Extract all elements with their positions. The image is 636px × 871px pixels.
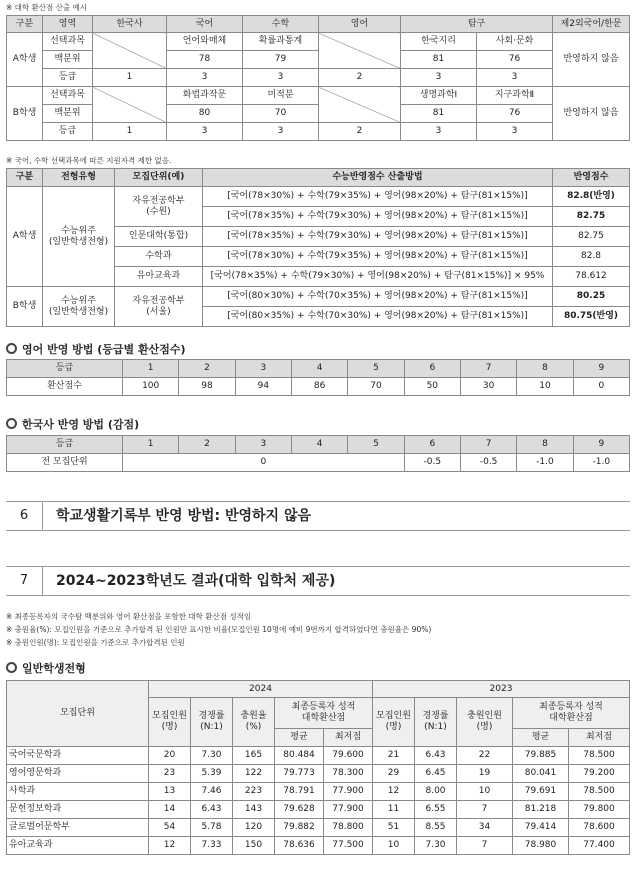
score-cell: 10 xyxy=(517,378,573,396)
value-cell: 79.414 xyxy=(513,819,569,837)
value-cell: 5.39 xyxy=(191,765,233,783)
cell: 3 xyxy=(401,69,477,87)
value-cell: 6.55 xyxy=(415,801,457,819)
result-note: ※ 충원인원(명): 모집인원을 기준으로 추가합격된 인원 xyxy=(6,638,185,647)
col-competition: 경쟁률 (N:1) xyxy=(191,698,233,747)
circle-bullet-icon xyxy=(6,343,17,354)
grade-cell: 6 xyxy=(404,360,460,378)
col-avg: 평균 xyxy=(513,729,569,747)
score-cell: 94 xyxy=(235,378,291,396)
table-row xyxy=(7,765,630,783)
value-cell: 80.041 xyxy=(513,765,569,783)
value-cell: 7.33 xyxy=(191,837,233,855)
value-cell: 78.500 xyxy=(569,747,630,765)
value-cell: 78.300 xyxy=(324,765,373,783)
cell: 81 xyxy=(401,51,477,69)
score-calc-table xyxy=(6,168,630,327)
row-label: 등급 xyxy=(43,123,93,141)
col-history: 한국사 xyxy=(93,16,167,33)
deduction-cell: -1.0 xyxy=(573,454,629,472)
table-row xyxy=(7,819,630,837)
value-cell: 79.691 xyxy=(513,783,569,801)
grade-cell: 4 xyxy=(291,436,347,454)
col-final-score: 최종등록자 성적 대학환산점 xyxy=(513,698,630,729)
deduction-cell: -1.0 xyxy=(517,454,573,472)
value-cell: 81.218 xyxy=(513,801,569,819)
col-inquiry: 탐구 xyxy=(401,16,553,33)
cell: 76 xyxy=(477,105,553,123)
value-cell: 79.885 xyxy=(513,747,569,765)
formula-cell: [국어(80×30%) + 수학(70×35%) + 영어(98×20%) + 탐구(81×15%)] xyxy=(203,287,553,307)
value-cell: 78.791 xyxy=(275,783,324,801)
score-cell: 50 xyxy=(404,378,460,396)
value-cell: 122 xyxy=(233,765,275,783)
grade-cell: 9 xyxy=(573,360,629,378)
value-cell: 79.773 xyxy=(275,765,324,783)
col-capacity: 모집인원 (명) xyxy=(149,698,191,747)
grade-cell: 3 xyxy=(235,360,291,378)
value-cell: 10 xyxy=(457,783,513,801)
cell: 1 xyxy=(93,69,167,87)
cell: 81 xyxy=(401,105,477,123)
score-cell: 30 xyxy=(460,378,516,396)
col-fill-rate: 충원율 (%) xyxy=(233,698,275,747)
value-cell: 14 xyxy=(149,801,191,819)
row-label: 선택과목 xyxy=(43,87,93,105)
year-2023: 2023 xyxy=(373,681,630,698)
cell: 3 xyxy=(243,69,319,87)
section-number: 7 xyxy=(6,567,43,595)
grade-cell: 7 xyxy=(460,360,516,378)
english-section-title: 영어 반영 방법 (등급별 환산점수) xyxy=(6,341,186,357)
year-2024: 2024 xyxy=(149,681,373,698)
score-cell: 80.25 xyxy=(553,287,630,307)
grade-cell: 8 xyxy=(517,360,573,378)
col-unit: 모집단위(예) xyxy=(115,169,203,187)
value-cell: 78.980 xyxy=(513,837,569,855)
value-cell: 77.900 xyxy=(324,783,373,801)
unit-cell: 사학과 xyxy=(7,783,149,801)
cell: 사회·문화 xyxy=(477,33,553,51)
value-cell: 165 xyxy=(233,747,275,765)
general-section-title: 일반학생전형 xyxy=(6,660,86,676)
deduction-cell: -0.5 xyxy=(460,454,516,472)
foreign-cell: 반영하지 않음 xyxy=(553,33,630,87)
grade-cell: 3 xyxy=(235,436,291,454)
unit-cell: 수학과 xyxy=(115,247,203,267)
value-cell: 79.628 xyxy=(275,801,324,819)
value-cell: 7 xyxy=(457,837,513,855)
foreign-cell: 반영하지 않음 xyxy=(553,87,630,141)
value-cell: 78.600 xyxy=(569,819,630,837)
value-cell: 78.500 xyxy=(569,783,630,801)
empty-cell xyxy=(93,33,167,69)
formula-cell: [국어(78×35%) + 수학(79×30%) + 영어(98×20%) + 탐구(81×15%)] xyxy=(203,227,553,247)
value-cell: 79.200 xyxy=(569,765,630,783)
student-b-label: B학생 xyxy=(7,287,43,327)
english-table xyxy=(6,359,630,396)
value-cell: 19 xyxy=(457,765,513,783)
value-cell: 23 xyxy=(149,765,191,783)
score-cell: 98 xyxy=(179,378,235,396)
unit-cell: 유아교육과 xyxy=(7,837,149,855)
section-title: 학교생활기록부 반영 방법: 반영하지 않음 xyxy=(56,508,312,524)
col-final-score: 최종등록자 성적 대학환산점 xyxy=(275,698,373,729)
col-min: 최저점 xyxy=(324,729,373,747)
unit-cell: 국어국문학과 xyxy=(7,747,149,765)
score-label: 환산점수 xyxy=(7,378,123,396)
formula-cell: [국어(80×35%) + 수학(70×30%) + 영어(98×20%) + 탐구(81×15%)] xyxy=(203,307,553,327)
cell: 3 xyxy=(243,123,319,141)
col-fill-count: 충원인원 (명) xyxy=(457,698,513,747)
row-label: 백분위 xyxy=(43,51,93,69)
value-cell: 77.900 xyxy=(324,801,373,819)
value-cell: 79.800 xyxy=(569,801,630,819)
value-cell: 143 xyxy=(233,801,275,819)
value-cell: 7.30 xyxy=(415,837,457,855)
unit-cell: 인문대학(통합) xyxy=(115,227,203,247)
table-row xyxy=(7,747,630,765)
score-cell: 82.75 xyxy=(553,207,630,227)
history-table xyxy=(6,435,630,472)
selection-note: ※ 국어, 수학 선택과목에 따른 지원자격 제한 없음. xyxy=(6,156,172,165)
value-cell: 78.800 xyxy=(324,819,373,837)
score-cell: 70 xyxy=(348,378,404,396)
value-cell: 120 xyxy=(233,819,275,837)
circle-bullet-icon xyxy=(6,418,17,429)
score-example-table xyxy=(6,15,630,141)
value-cell: 22 xyxy=(457,747,513,765)
student-a-label: A학생 xyxy=(7,187,43,287)
value-cell: 20 xyxy=(149,747,191,765)
col-english: 영어 xyxy=(319,16,401,33)
cell: 76 xyxy=(477,51,553,69)
result-note: ※ 충원율(%): 모집인원을 기준으로 추가합격 된 인원만 표시한 비율(모집인원 10명에 예비 9번까지 합격하였다면 충원율은 90%) xyxy=(6,625,432,634)
deduction-cell: -0.5 xyxy=(404,454,460,472)
cell: 미적분 xyxy=(243,87,319,105)
value-cell: 77.400 xyxy=(569,837,630,855)
col-korean: 국어 xyxy=(167,16,243,33)
value-cell: 8.00 xyxy=(415,783,457,801)
value-cell: 51 xyxy=(373,819,415,837)
row-label: 등급 xyxy=(43,69,93,87)
grade-cell: 5 xyxy=(348,436,404,454)
cell: 3 xyxy=(167,69,243,87)
col-avg: 평균 xyxy=(275,729,324,747)
cell: 언어와매체 xyxy=(167,33,243,51)
cell: 3 xyxy=(477,123,553,141)
unit-cell: 영어영문학과 xyxy=(7,765,149,783)
formula-cell: [국어(78×35%) + 수학(79×30%) + 영어(98×20%) + 탐구(81×15%)] xyxy=(203,207,553,227)
value-cell: 7.46 xyxy=(191,783,233,801)
score-cell: 80.75(반영) xyxy=(553,307,630,327)
cell: 생명과학Ⅰ xyxy=(401,87,477,105)
col-competition: 경쟁률 (N:1) xyxy=(415,698,457,747)
admission-type: 수능위주 (일반학생전형) xyxy=(43,287,115,327)
cell: 3 xyxy=(167,123,243,141)
value-cell: 223 xyxy=(233,783,275,801)
formula-cell: [국어(78×35%) + 수학(79×30%) + 영어(98×20%) + 탐구(81×15%)] × 95% xyxy=(203,267,553,287)
value-cell: 6.43 xyxy=(415,747,457,765)
grade-cell: 9 xyxy=(573,436,629,454)
grade-head: 등급 xyxy=(7,436,123,454)
empty-cell xyxy=(319,33,401,69)
table-row xyxy=(7,801,630,819)
section-title: 2024~2023학년도 결과(대학 입학처 제공) xyxy=(56,573,336,589)
col-division: 구분 xyxy=(7,16,43,33)
col-method: 수능반영점수 산출방법 xyxy=(203,169,553,187)
grade-head: 등급 xyxy=(7,360,123,378)
cell: 3 xyxy=(401,123,477,141)
cell: 1 xyxy=(93,123,167,141)
grade-cell: 2 xyxy=(179,436,235,454)
empty-cell xyxy=(319,87,401,123)
col-type: 전형유형 xyxy=(43,169,115,187)
section-number: 6 xyxy=(6,502,43,530)
value-cell: 34 xyxy=(457,819,513,837)
score-cell: 82.8(반영) xyxy=(553,187,630,207)
value-cell: 21 xyxy=(373,747,415,765)
unit-head: 모집단위 xyxy=(7,681,149,747)
grade-cell: 4 xyxy=(291,360,347,378)
cell: 지구과학Ⅱ xyxy=(477,87,553,105)
grade-cell: 7 xyxy=(460,436,516,454)
value-cell: 29 xyxy=(373,765,415,783)
cell: 78 xyxy=(167,51,243,69)
empty-cell xyxy=(93,87,167,123)
score-cell: 82.75 xyxy=(553,227,630,247)
grade-cell: 6 xyxy=(404,436,460,454)
value-cell: 79.882 xyxy=(275,819,324,837)
score-cell: 86 xyxy=(291,378,347,396)
cell: 확률과통계 xyxy=(243,33,319,51)
col-score: 반영점수 xyxy=(553,169,630,187)
col-foreign: 제2외국어/한문 xyxy=(553,16,630,33)
value-cell: 79.600 xyxy=(324,747,373,765)
value-cell: 10 xyxy=(373,837,415,855)
value-cell: 11 xyxy=(373,801,415,819)
results-table xyxy=(6,680,630,855)
value-cell: 12 xyxy=(149,837,191,855)
result-note: ※ 최종등록자의 국수탐 백분위와 영어 환산점을 포함한 대학 환산점 성적임 xyxy=(6,612,252,621)
table-row xyxy=(7,783,630,801)
value-cell: 80.484 xyxy=(275,747,324,765)
example-note: ※ 대학 환산점 산출 예시 xyxy=(6,3,88,12)
unit-cell: 자유전공학부 (수원) xyxy=(115,187,203,227)
section-6-banner xyxy=(6,501,630,531)
cell: 2 xyxy=(319,123,401,141)
score-cell: 82.8 xyxy=(553,247,630,267)
cell: 79 xyxy=(243,51,319,69)
score-cell: 78.612 xyxy=(553,267,630,287)
value-cell: 77.500 xyxy=(324,837,373,855)
grade-cell: 1 xyxy=(123,436,179,454)
unit-cell: 자유전공학부 (서울) xyxy=(115,287,203,327)
unit-cell: 글로벌어문학부 xyxy=(7,819,149,837)
unit-cell: 유아교육과 xyxy=(115,267,203,287)
col-capacity: 모집인원 (명) xyxy=(373,698,415,747)
history-section-title: 한국사 반영 방법 (감점) xyxy=(6,416,139,432)
grade-cell: 1 xyxy=(123,360,179,378)
unit-cell: 문헌정보학과 xyxy=(7,801,149,819)
value-cell: 7 xyxy=(457,801,513,819)
unit-label: 전 모집단위 xyxy=(7,454,123,472)
formula-cell: [국어(78×30%) + 수학(79×35%) + 영어(98×20%) + 탐구(81×15%)] xyxy=(203,187,553,207)
value-cell: 150 xyxy=(233,837,275,855)
value-cell: 8.55 xyxy=(415,819,457,837)
cell: 한국지리 xyxy=(401,33,477,51)
student-b-label: B학생 xyxy=(7,87,43,141)
cell: 70 xyxy=(243,105,319,123)
col-area: 영역 xyxy=(43,16,93,33)
value-cell: 12 xyxy=(373,783,415,801)
score-cell: 0 xyxy=(573,378,629,396)
grade-cell: 5 xyxy=(348,360,404,378)
row-label: 선택과목 xyxy=(43,33,93,51)
value-cell: 78.636 xyxy=(275,837,324,855)
col-math: 수학 xyxy=(243,16,319,33)
row-label: 백분위 xyxy=(43,105,93,123)
circle-bullet-icon xyxy=(6,662,17,673)
table-row xyxy=(7,837,630,855)
value-cell: 7.30 xyxy=(191,747,233,765)
cell: 3 xyxy=(477,69,553,87)
value-cell: 5.78 xyxy=(191,819,233,837)
cell: 2 xyxy=(319,69,401,87)
deduction-cell: 0 xyxy=(123,454,405,472)
cell: 화법과작문 xyxy=(167,87,243,105)
grade-cell: 8 xyxy=(517,436,573,454)
section-7-banner xyxy=(6,566,630,596)
value-cell: 13 xyxy=(149,783,191,801)
col-division: 구분 xyxy=(7,169,43,187)
grade-cell: 2 xyxy=(179,360,235,378)
value-cell: 6.45 xyxy=(415,765,457,783)
score-cell: 100 xyxy=(123,378,179,396)
cell: 80 xyxy=(167,105,243,123)
student-a-label: A학생 xyxy=(7,33,43,87)
admission-type: 수능위주 (일반학생전형) xyxy=(43,187,115,287)
value-cell: 6.43 xyxy=(191,801,233,819)
col-min: 최저점 xyxy=(569,729,630,747)
value-cell: 54 xyxy=(149,819,191,837)
formula-cell: [국어(78×30%) + 수학(79×35%) + 영어(98×20%) + 탐구(81×15%)] xyxy=(203,247,553,267)
